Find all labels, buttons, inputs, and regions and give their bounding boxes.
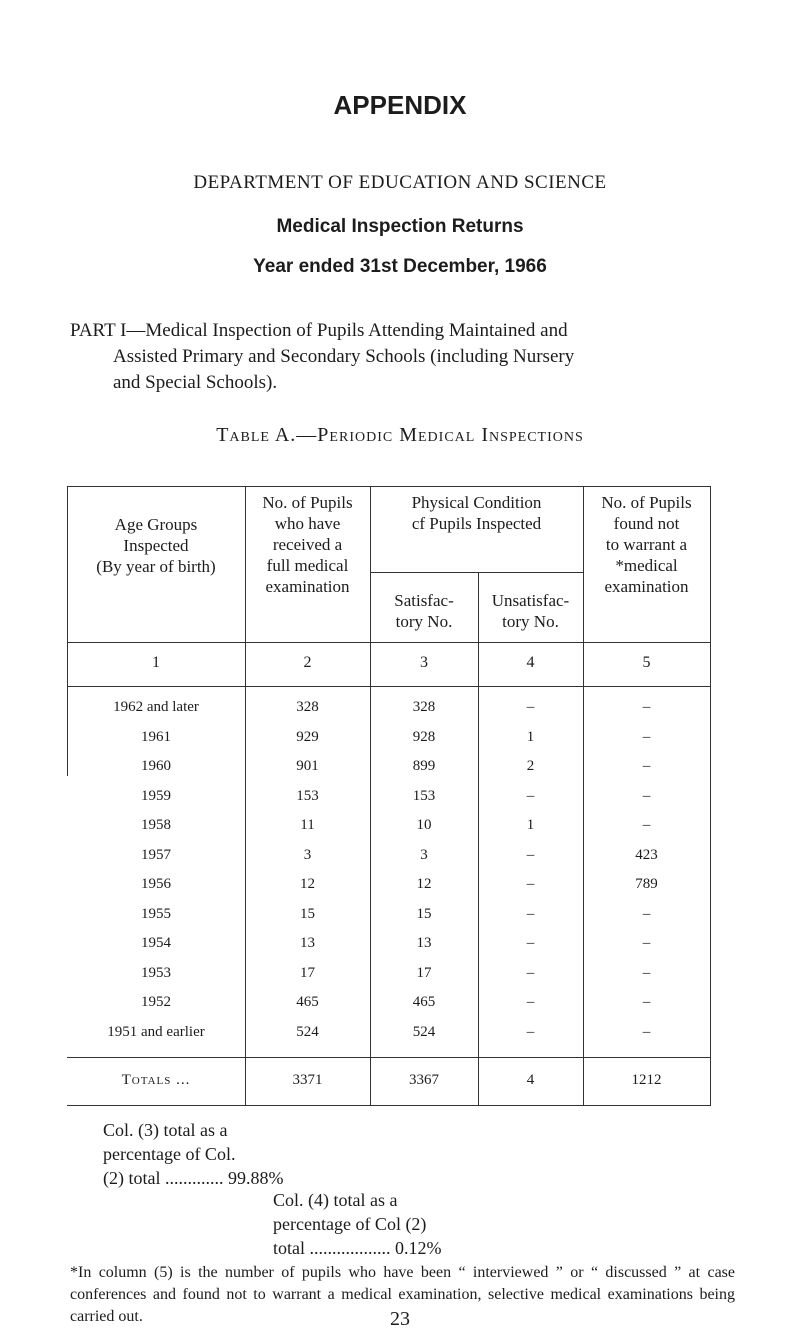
col3-note-line: (2) total ............. 99.88%	[103, 1168, 284, 1188]
col4-note-line: percentage of Col (2)	[273, 1214, 427, 1234]
appendix-heading: APPENDIX	[333, 90, 467, 120]
column-number: 1	[152, 654, 160, 671]
row-age: 1962 and later	[113, 699, 199, 715]
col4-note-line: total .................. 0.12%	[273, 1238, 442, 1258]
header-nw-line: to warrant a	[605, 535, 688, 554]
header-nw-line: No. of Pupils	[601, 493, 692, 512]
row-unsatisfactory: –	[526, 964, 535, 981]
row-unsatisfactory: 1	[526, 817, 535, 833]
header-pupils-line: full medical	[266, 556, 349, 575]
row-unsatisfactory: –	[526, 876, 535, 892]
row-satisfactory: 17	[416, 964, 432, 981]
row-pupils: 3	[303, 846, 312, 863]
table-row	[67, 847, 710, 869]
column-number: 4	[526, 654, 535, 671]
row-satisfactory: 524	[412, 1023, 436, 1040]
row-age: 1956	[141, 876, 171, 892]
row-pupils: 12	[300, 876, 315, 892]
part-description	[70, 318, 735, 396]
row-age: 1957	[141, 846, 171, 863]
row-satisfactory: 153	[412, 787, 436, 804]
row-age: 1959	[141, 787, 171, 804]
header-unsatisfactory	[478, 590, 583, 632]
header-age-groups	[67, 514, 245, 577]
table-row	[67, 876, 710, 898]
header-physical-line: Physical Condition	[411, 493, 542, 512]
row-satisfactory: 15	[416, 905, 432, 922]
totals-unsatisfactory: 4	[526, 1072, 535, 1088]
table-row	[67, 817, 710, 839]
col4-note-line: Col. (4) total as a	[273, 1190, 398, 1210]
table-row	[67, 788, 710, 810]
row-not-warrant: –	[642, 758, 651, 774]
column-number: 3	[420, 654, 428, 671]
row-satisfactory: 10	[416, 817, 432, 833]
header-nw-line: *medical	[615, 556, 678, 575]
row-pupils: 15	[300, 905, 315, 922]
inspections-table	[67, 486, 710, 1106]
part-line-1: PART I—Medical Inspection of Pupils Attending Maintained and	[70, 320, 568, 341]
row-age: 1961	[141, 728, 171, 745]
row-not-warrant: 789	[635, 876, 658, 892]
row-age: 1951 and earlier	[107, 1023, 205, 1040]
row-satisfactory: 899	[412, 758, 436, 774]
totals-top-rule	[67, 1057, 710, 1058]
column-number: 2	[303, 654, 312, 671]
header-pupils-line: received a	[272, 535, 343, 554]
row-age: 1953	[141, 964, 171, 981]
row-satisfactory: 3	[420, 846, 428, 863]
header-pupils-line: No. of Pupils	[262, 493, 353, 512]
row-unsatisfactory: –	[526, 1023, 535, 1040]
row-not-warrant: –	[642, 699, 651, 715]
row-unsatisfactory: –	[526, 699, 535, 715]
totals-satisfactory: 3367	[409, 1072, 439, 1088]
page-number: 23	[390, 1308, 410, 1330]
row-pupils: 465	[296, 994, 319, 1010]
table-bottom-rule	[67, 1105, 710, 1106]
row-satisfactory: 13	[416, 935, 432, 951]
header-pupils-line: examination	[265, 577, 350, 596]
part-line-2: Assisted Primary and Secondary Schools (including Nursery	[113, 346, 575, 367]
physical-sub-rule	[370, 572, 583, 573]
header-age-line: (By year of birth)	[96, 557, 216, 576]
header-bottom-rule	[67, 642, 710, 643]
table-row	[67, 965, 710, 987]
table-row	[67, 935, 710, 957]
col4-percentage-note	[273, 1188, 442, 1260]
row-pupils: 153	[296, 787, 319, 804]
totals-not-warrant: 1212	[631, 1072, 662, 1088]
row-unsatisfactory: –	[526, 846, 535, 863]
row-not-warrant: –	[642, 994, 651, 1010]
row-satisfactory: 12	[416, 876, 432, 892]
row-unsatisfactory: 1	[526, 728, 535, 745]
table-row	[67, 906, 710, 928]
row-age: 1952	[141, 994, 171, 1010]
row-pupils: 328	[296, 699, 319, 715]
totals-pupils: 3371	[292, 1072, 323, 1088]
table-row	[67, 758, 710, 780]
colnum-bottom-rule	[67, 686, 710, 687]
row-age: 1958	[141, 817, 171, 833]
table-top-rule	[67, 486, 710, 487]
header-sat-line: Satisfac-	[394, 591, 454, 610]
row-not-warrant: –	[642, 728, 651, 745]
header-nw-line: found not	[613, 514, 680, 533]
row-pupils: 901	[296, 758, 319, 774]
header-pupils-examined	[245, 492, 370, 597]
returns-title: Medical Inspection Returns	[276, 216, 524, 237]
row-age: 1960	[141, 758, 171, 774]
year-title: Year ended 31st December, 1966	[253, 256, 547, 277]
row-satisfactory: 328	[412, 699, 436, 715]
row-age: 1954	[141, 935, 171, 951]
header-satisfactory	[370, 590, 478, 632]
department-title: DEPARTMENT OF EDUCATION AND SCIENCE	[193, 172, 607, 193]
row-pupils: 13	[300, 935, 315, 951]
header-age-line: Inspected	[123, 536, 189, 555]
table-border-right	[710, 486, 711, 1106]
header-pupils-line: who have	[274, 514, 341, 533]
row-pupils: 524	[296, 1023, 319, 1040]
footnote: *In column (5) is the number of pupils who have been “ interviewed ” or “ discussed ” at case conferences and found not to warrant a medical examination, selective medical examinations being carried out.	[70, 1264, 735, 1325]
row-not-warrant: –	[642, 817, 651, 833]
table-row	[67, 994, 710, 1016]
header-age-line: Age Groups	[114, 515, 198, 534]
row-not-warrant: –	[642, 1023, 651, 1040]
row-unsatisfactory: –	[526, 935, 535, 951]
part-line-3: and Special Schools).	[113, 372, 278, 393]
row-pupils: 17	[300, 964, 315, 981]
row-not-warrant: –	[642, 964, 651, 981]
table-row	[67, 699, 710, 721]
col3-note-line: percentage of Col.	[103, 1144, 236, 1164]
table-title: Table A.—Periodic Medical Inspections	[216, 424, 584, 446]
table-row	[67, 1024, 710, 1046]
header-unsat-line: Unsatisfac-	[491, 591, 570, 610]
header-sat-line: tory No.	[395, 612, 453, 631]
row-satisfactory: 928	[412, 728, 436, 745]
totals-row	[67, 1072, 710, 1094]
row-unsatisfactory: 2	[526, 758, 535, 774]
header-nw-line: examination	[604, 577, 689, 596]
header-physical-condition	[370, 492, 583, 534]
row-pupils: 929	[296, 728, 319, 745]
row-not-warrant: –	[642, 787, 651, 804]
row-unsatisfactory: –	[526, 905, 535, 922]
row-not-warrant: –	[642, 935, 651, 951]
header-physical-line: cf Pupils Inspected	[411, 514, 542, 533]
col3-percentage-note	[103, 1118, 283, 1190]
row-unsatisfactory: –	[526, 994, 535, 1010]
row-pupils: 11	[300, 817, 315, 833]
row-not-warrant: 423	[635, 846, 658, 863]
row-not-warrant: –	[642, 905, 651, 922]
row-satisfactory: 465	[412, 994, 436, 1010]
totals-label: Totals ...	[121, 1072, 191, 1088]
col3-note-line: Col. (3) total as a	[103, 1120, 228, 1140]
column-number: 5	[642, 654, 651, 671]
header-unsat-line: tory No.	[502, 612, 559, 631]
row-age: 1955	[141, 905, 171, 922]
table-row	[67, 729, 710, 751]
header-not-warrant	[583, 492, 710, 597]
row-unsatisfactory: –	[526, 787, 535, 804]
